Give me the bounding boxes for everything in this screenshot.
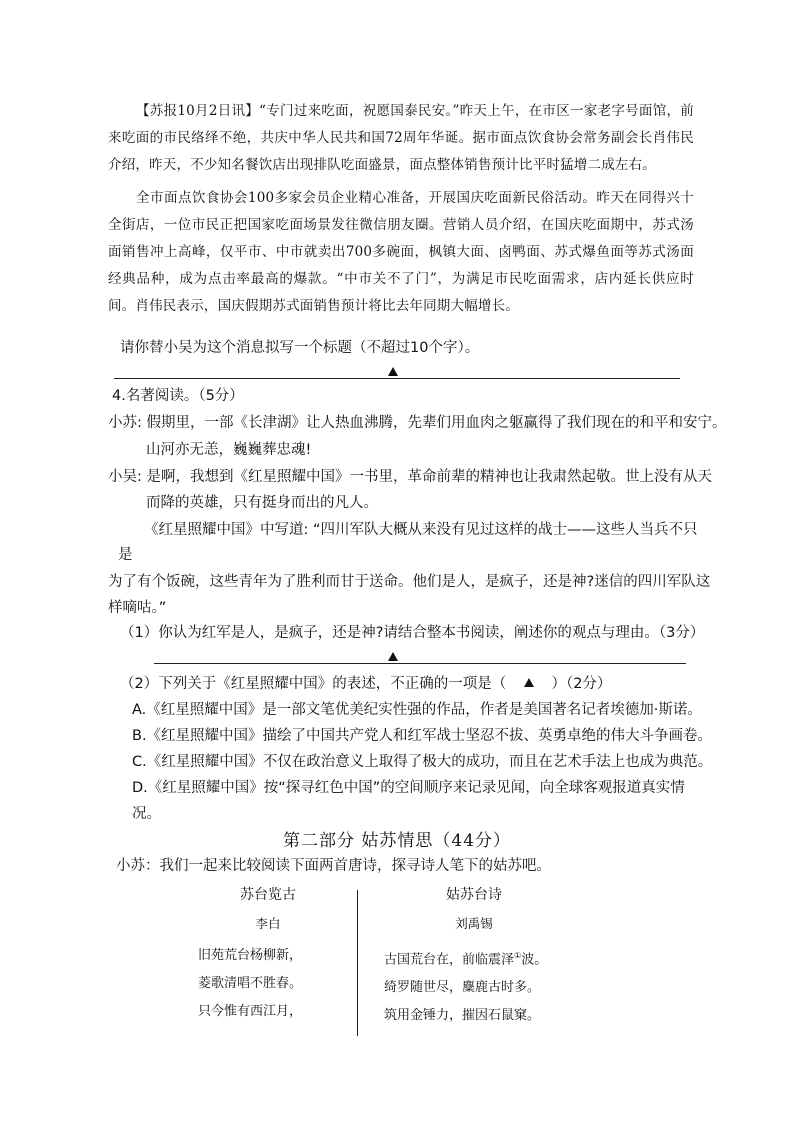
poem-2-line-1-tail: 波。 (521, 952, 548, 968)
quote-line-3: 样嘀咕。” (108, 600, 167, 616)
poem-divider (357, 890, 358, 1036)
q4-sub1: （1）你认为红军是人，是疯子，还是神?请结合整本书阅读，阐述你的观点与理由。（3分） (120, 625, 705, 641)
poem-2 (384, 884, 564, 1030)
news-paragraph-2: 全市面点饮食协会100多家会员企业精心准备，开展国庆吃面新民俗活动。昨天在同得兴十全街店，一位市民正把国家吃面场景发往微信朋友圈。营销人员介绍，在国庆吃面期中，苏式汤面销售冲上高峰，仅平市、中市就卖出700多碗面，枫镇大面、卤鸭面、苏式爆鱼面等苏式汤面经典品种，成为点击率最高的爆款。“中市关不了门”，为满足市民吃面需求，店内延长供应时间。肖伟民表示，国庆假期苏式面销售预计将比去年同期大幅增长。 (108, 190, 694, 314)
answer-mark-q3 (388, 367, 398, 376)
poem-1-line-1: 旧苑荒台杨柳新， (198, 948, 303, 963)
footnote-mark: ① (514, 951, 522, 960)
part2-intro: 小苏：我们一起来比较阅读下面两首唐诗，探寻诗人笔下的姑苏吧。 (116, 858, 551, 874)
poem-1 (198, 884, 338, 1026)
quote-line-2: 为了有个饭碗，这些青年为了胜利而甘于送命。他们是人，是疯子，还是神?迷信的四川军队这 (108, 574, 711, 590)
answer-mark-q4-1 (388, 652, 398, 661)
dialogue-wu-1: 小吴: 是啊，我想到《红星照耀中国》一书里，革命前辈的精神也让我肃然起敬。世上没有从天 (108, 469, 712, 485)
option-b: B.《红星照耀中国》描绘了中国共产党人和红军战士坚忍不拔、英勇卓绝的伟大斗争画卷。 (132, 728, 713, 744)
dialogue-su-2: 山河亦无恙，巍巍葬忠魂! (146, 442, 312, 458)
option-d-2: 况。 (132, 806, 161, 822)
quote-line-1: 《红星照耀中国》中写道: “四川军队大概从来没有见过这样的战士——这些人当兵不只 (144, 522, 698, 538)
news-paragraph-1: 【苏报10月2日讯】“专门过来吃面，祝愿国泰民安。”昨天上午，在市区一家老字号面馆，前来吃面的市民络绎不绝，共庆中华人民共和国72周年华诞。据市面点饮食协会常务副会长肖伟民介绍，昨天，不少知名餐饮店出现排队吃面盛景，面点整体销售预计比平时猛增二成左右。 (108, 103, 694, 173)
quote-line-1b: 是 (118, 547, 133, 563)
poem-1-author: 李白 (255, 916, 281, 931)
option-d-1: D.《红星照耀中国》按“探寻红色中国”的空间顺序来记录见闻，向全球客观报道真实情 (132, 780, 685, 796)
option-c: C.《红星照耀中国》不仅在政治意义上取得了极大的成功，而且在艺术手法上也成为典范。 (132, 754, 713, 770)
poem-1-line-2: 菱歌清唱不胜春。 (198, 976, 303, 991)
answer-blank-q4-2 (511, 672, 547, 696)
dialogue-su-1: 小苏: 假期里，一部《长津湖》让人热血沸腾，先辈们用血肉之躯赢得了我们现在的和平和安宁。 (108, 415, 727, 431)
poem-2-line-3: 筑用金锤力，摧因石鼠窠。 (384, 1008, 541, 1024)
q4-sub2-score: ）（2分） (551, 676, 612, 692)
poem-2-line-2: 绮罗随世尽，麋鹿古时多。 (384, 980, 541, 996)
news-article (108, 98, 694, 320)
poem-2-author: 刘禹锡 (455, 916, 493, 931)
q4-heading: 4.名著阅读。（5分） (112, 388, 244, 404)
q4-sub2-stem: （2）下列关于《红星照耀中国》的表述，不正确的一项是（ (120, 676, 507, 692)
q3-prompt: 请你替小吴为这个消息拟写一个标题（不超过10个字）。 (120, 340, 480, 356)
answer-line-q4-1 (154, 663, 686, 664)
dialogue-wu-2: 而降的英雄，只有挺身而出的凡人。 (146, 495, 378, 511)
poem-2-title: 姑苏台诗 (446, 887, 502, 903)
q4-sub2 (120, 672, 611, 696)
answer-line-q3 (114, 378, 680, 379)
poem-2-line-1 (384, 942, 564, 974)
poem-1-title: 苏台览古 (240, 887, 296, 903)
poem-2-line-1-text: 古国荒台在，前临震泽 (384, 952, 515, 968)
poem-1-line-3: 只今惟有西江月， (198, 1004, 303, 1019)
part2-title: 第二部分 姑苏情思（44分） (282, 831, 512, 851)
option-a: A.《红星照耀中国》是一部文笔优美纪实性强的作品，作者是美国著名记者埃德加·斯诺。 (132, 702, 702, 718)
